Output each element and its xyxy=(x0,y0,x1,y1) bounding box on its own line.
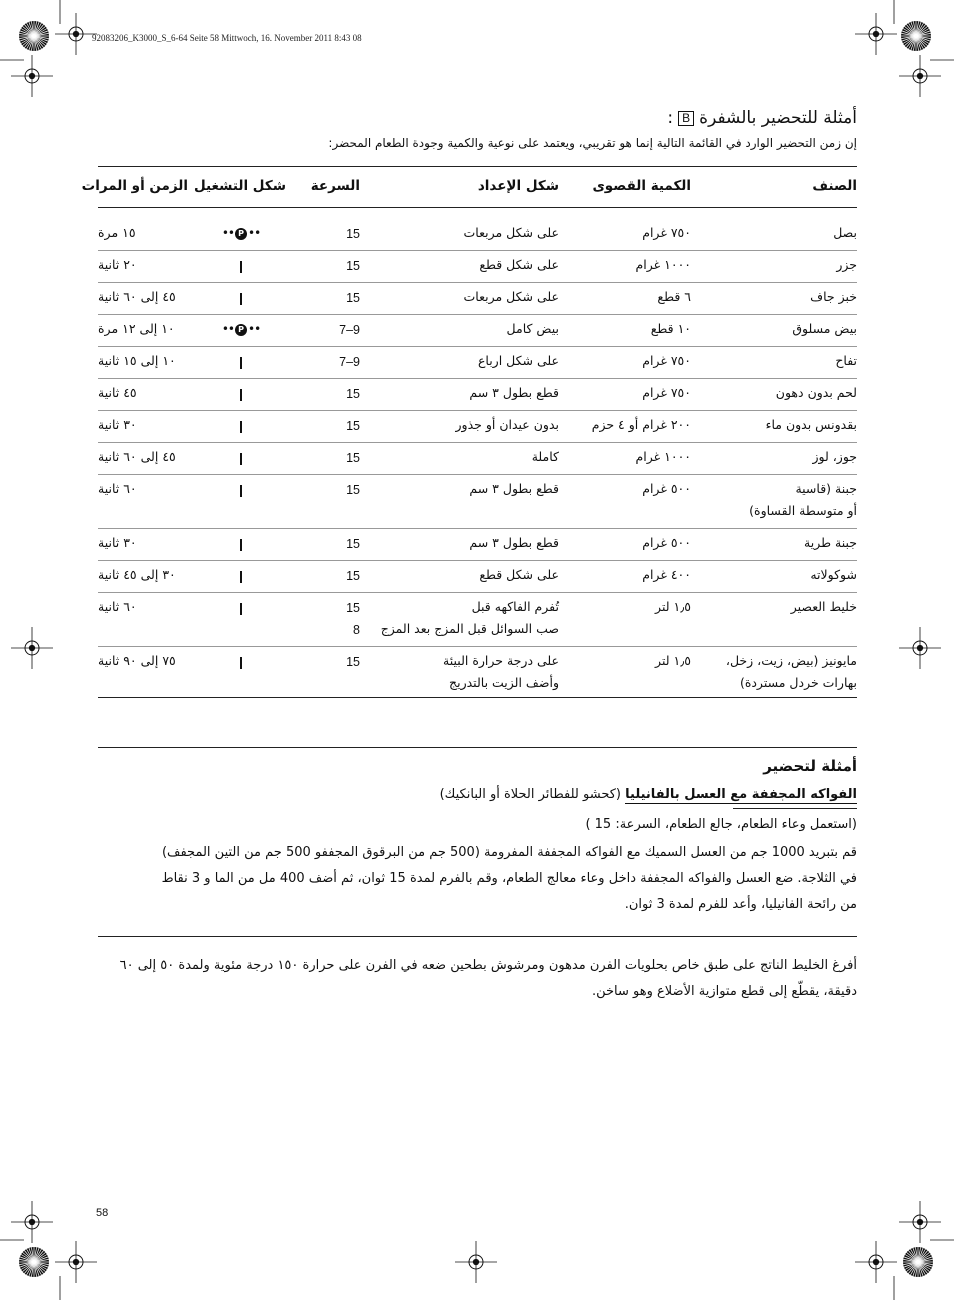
continuous-mode-icon xyxy=(196,418,286,433)
cell-qty: ١٠ قطع xyxy=(650,321,691,336)
example-heading: أمثلة لتحضير xyxy=(763,757,857,775)
cell-speed: 15 xyxy=(346,387,360,401)
cell-food: جبنة طرية xyxy=(804,535,857,550)
continuous-bar-icon xyxy=(240,261,242,273)
header-food: الصنف xyxy=(812,178,857,194)
row-rule xyxy=(98,442,857,443)
print-header: 92083206_K3000_S_6-64 Seite 58 Mittwoch, 16. November 2011 8:43 08 xyxy=(92,33,362,43)
example-top-rule xyxy=(98,747,857,748)
cell-qty: ٧٥٠ غرام xyxy=(642,353,691,368)
header-qty: الكمية القصوى xyxy=(592,178,691,194)
pulse-dots: •• xyxy=(221,322,234,336)
blade-b-icon: B xyxy=(678,111,694,126)
cell-prep: بدون عيدان أو جذور xyxy=(455,417,559,432)
cell-time: ٧٥ إلى ٩٠ ثانية xyxy=(98,653,176,668)
continuous-mode-icon xyxy=(196,354,286,369)
pulse-mode-icon xyxy=(196,226,286,240)
continuous-mode-icon xyxy=(196,568,286,583)
recipe-title-underline xyxy=(733,808,857,809)
continuous-mode-icon xyxy=(196,258,286,273)
page-number: 58 xyxy=(96,1207,109,1219)
row-rule xyxy=(98,592,857,593)
cell-speed: 15 xyxy=(346,291,360,305)
row-rule xyxy=(98,314,857,315)
cell-food: لحم بدون دهون xyxy=(775,385,857,400)
cell-food: تفاح xyxy=(835,353,857,368)
row-rule xyxy=(98,282,857,283)
header-time: الزمن أو المرات xyxy=(81,178,188,194)
cell-food: جوز، لوز xyxy=(812,449,857,464)
cell-food: بصل xyxy=(833,225,857,240)
cell-qty: ٦ قطع xyxy=(657,289,691,304)
continuous-bar-icon xyxy=(240,485,242,497)
continuous-bar-icon xyxy=(240,421,242,433)
cell-prep: على شكل مربعات xyxy=(463,289,559,304)
title-colon: : xyxy=(667,108,674,128)
cell-time: ٤٥ إلى ٦٠ ثانية xyxy=(98,449,176,464)
cell-food: جبنة (قاسية xyxy=(795,481,857,496)
recipe-bottom-text: أفرغ الخليط الناتج على طبق خاص بحلويات الفرن مدهون ومرشوش بطحين ضعه في الفرن على حرارة ١٥٠ درجة مئوية ولمدة ٥٠ إلى ٦٠ دقيقة، يقطّع إلى قطع متوازية الأضلاع وهو ساخن. xyxy=(119,958,857,999)
cell-qty: ٥٠٠ غرام xyxy=(642,481,691,496)
cell-time: ٣٠ ثانية xyxy=(98,535,137,550)
continuous-mode-icon xyxy=(196,450,286,465)
cell-prep: على درجة حرارة البيئة xyxy=(443,653,559,668)
cell-food: بيض مسلوق xyxy=(792,321,857,336)
cell-time: ١٥ مرة xyxy=(98,225,136,240)
cell-food: جزر xyxy=(836,257,857,272)
cell-prep: كاملة xyxy=(531,449,559,464)
row-rule xyxy=(98,410,857,411)
recipe-title xyxy=(440,787,857,802)
header-rule xyxy=(98,207,857,208)
cell-speed: 7–9 xyxy=(339,355,360,369)
pulse-dots: •• xyxy=(248,322,261,336)
cell-prep: وأضف الزيت بالتدريج xyxy=(449,675,559,690)
cell-prep: قطع بطول ٣ سم xyxy=(469,535,559,550)
cell-time: ١٠ إلى ١٥ ثانية xyxy=(98,353,176,368)
cell-prep: قطع بطول ٣ سم xyxy=(469,385,559,400)
row-rule xyxy=(98,250,857,251)
cell-speed: 15 xyxy=(346,601,360,615)
bottom-rule xyxy=(98,936,857,937)
cell-food: شوكولاته xyxy=(810,567,857,582)
continuous-mode-icon xyxy=(196,600,286,615)
title-text: أمثلة للتحضير بالشفرة xyxy=(699,108,857,128)
cell-time: ٦٠ ثانية xyxy=(98,599,137,614)
cell-time: ١٠ إلى ١٢ مرة xyxy=(98,321,175,336)
cell-speed: 15 xyxy=(346,537,360,551)
cell-speed: 7–9 xyxy=(339,323,360,337)
cell-time: ٦٠ ثانية xyxy=(98,481,137,496)
continuous-bar-icon xyxy=(240,293,242,305)
cell-food: خبز جاف xyxy=(810,289,857,304)
row-rule xyxy=(98,646,857,647)
continuous-mode-icon xyxy=(196,290,286,305)
continuous-bar-icon xyxy=(240,357,242,369)
cell-speed: 15 xyxy=(346,569,360,583)
cell-time: ٢٠ ثانية xyxy=(98,257,137,272)
cell-prep: على شكل ارباع xyxy=(477,353,559,368)
cell-prep: تُفرم الفاكهه قبل xyxy=(471,599,559,614)
recipe-usage: (استعمل وعاء الطعام، جالع الطعام، السرعة: 15 ) xyxy=(585,817,857,832)
row-rule xyxy=(98,560,857,561)
pulse-dots: •• xyxy=(248,226,261,240)
row-rule xyxy=(98,528,857,529)
continuous-bar-icon xyxy=(240,389,242,401)
row-rule xyxy=(98,346,857,347)
row-rule xyxy=(98,474,857,475)
row-rule xyxy=(98,378,857,379)
continuous-bar-icon xyxy=(240,453,242,465)
recipe-title-suffix: (كحشو للفطائر الحلاة أو البانكيك) xyxy=(439,787,626,802)
cell-speed: 15 xyxy=(346,419,360,433)
section-title xyxy=(667,108,857,128)
cell-food: مايونيز (بيض، زيت، زخل، xyxy=(725,653,857,668)
cell-qty: ٧٥٠ غرام xyxy=(642,385,691,400)
cell-speed: 15 xyxy=(346,227,360,241)
cell-prep: بيض كامل xyxy=(506,321,559,336)
cell-prep: على شكل قطع xyxy=(479,257,559,272)
cell-speed: 8 xyxy=(353,623,360,637)
pulse-p-icon: P xyxy=(235,228,247,240)
cell-prep: على شكل قطع xyxy=(479,567,559,582)
header-prep: شكل الإعداد xyxy=(477,178,559,194)
cell-time: ٣٠ إلى ٤٥ ثانية xyxy=(98,567,176,582)
row-rule xyxy=(98,697,857,698)
cell-qty: ١٠٠٠ غرام xyxy=(635,257,691,272)
header-speed: السرعة xyxy=(310,178,360,194)
cell-time: ٤٥ ثانية xyxy=(98,385,137,400)
recipe-title-main: الفواكه المجففة مع العسل بالفانيليا xyxy=(625,787,857,802)
continuous-mode-icon xyxy=(196,654,286,669)
cell-qty: ١٫٥ لتر xyxy=(655,599,691,614)
recipe-line-1: قم بتبريد 1000 جم من العسل السميك مع الفواكه المجففة المفرومة (500 جم من البرقوق المجففو 500 جم من التين المجفف) xyxy=(161,845,857,860)
cell-food: بقدونس بدون ماء xyxy=(765,417,857,432)
cell-food: أو متوسطة القساوة) xyxy=(749,503,857,518)
cell-qty: ٧٥٠ غرام xyxy=(642,225,691,240)
continuous-mode-icon xyxy=(196,536,286,551)
continuous-bar-icon xyxy=(240,571,242,583)
pulse-p-icon: P xyxy=(235,324,247,336)
continuous-bar-icon xyxy=(240,539,242,551)
cell-speed: 15 xyxy=(346,259,360,273)
intro-text: إن زمن التحضير الوارد في القائمة التالية إنما هو تقريبي، ويعتمد على نوعية والكمية وجودة الطعام المحضر: xyxy=(328,136,857,150)
pulse-mode-icon xyxy=(196,322,286,336)
continuous-bar-icon xyxy=(240,603,242,615)
pulse-dots: •• xyxy=(221,226,234,240)
table-top-rule xyxy=(98,166,857,167)
cell-qty: ٢٠٠ غرام أو ٤ حزم xyxy=(591,417,691,432)
cell-qty: ١٫٥ لتر xyxy=(655,653,691,668)
cell-time: ٤٥ إلى ٦٠ ثانية xyxy=(98,289,176,304)
cell-speed: 15 xyxy=(346,655,360,669)
cell-time: ٣٠ ثانية xyxy=(98,417,137,432)
cell-qty: ٤٠٠ غرام xyxy=(642,567,691,582)
cell-prep: قطع بطول ٣ سم xyxy=(469,481,559,496)
header-form: شكل التشغيل xyxy=(193,178,286,194)
cell-prep: على شكل مربعات xyxy=(463,225,559,240)
cell-qty: ١٠٠٠ غرام xyxy=(635,449,691,464)
recipe-line-3: من رائحة الفانيليا، وأعد للفرم لمدة 3 ثوان. xyxy=(624,897,857,912)
continuous-bar-icon xyxy=(240,657,242,669)
cell-food: خليط العصير xyxy=(790,599,857,614)
continuous-mode-icon xyxy=(196,386,286,401)
cell-speed: 15 xyxy=(346,483,360,497)
continuous-mode-icon xyxy=(196,482,286,497)
cell-prep: صب السوائل قبل المزج بعد المزج xyxy=(380,621,559,636)
cell-food: بهارات خردل مستردة) xyxy=(739,675,857,690)
cell-qty: ٥٠٠ غرام xyxy=(642,535,691,550)
cell-speed: 15 xyxy=(346,451,360,465)
recipe-line-2: في الثلاجة. ضع العسل والفواكه المجففة داخل وعاء معالج الطعام، وقم بالفرم لمدة 15 ثوان، ثم أضف 400 مل من الما و 3 نقاط xyxy=(161,871,857,886)
